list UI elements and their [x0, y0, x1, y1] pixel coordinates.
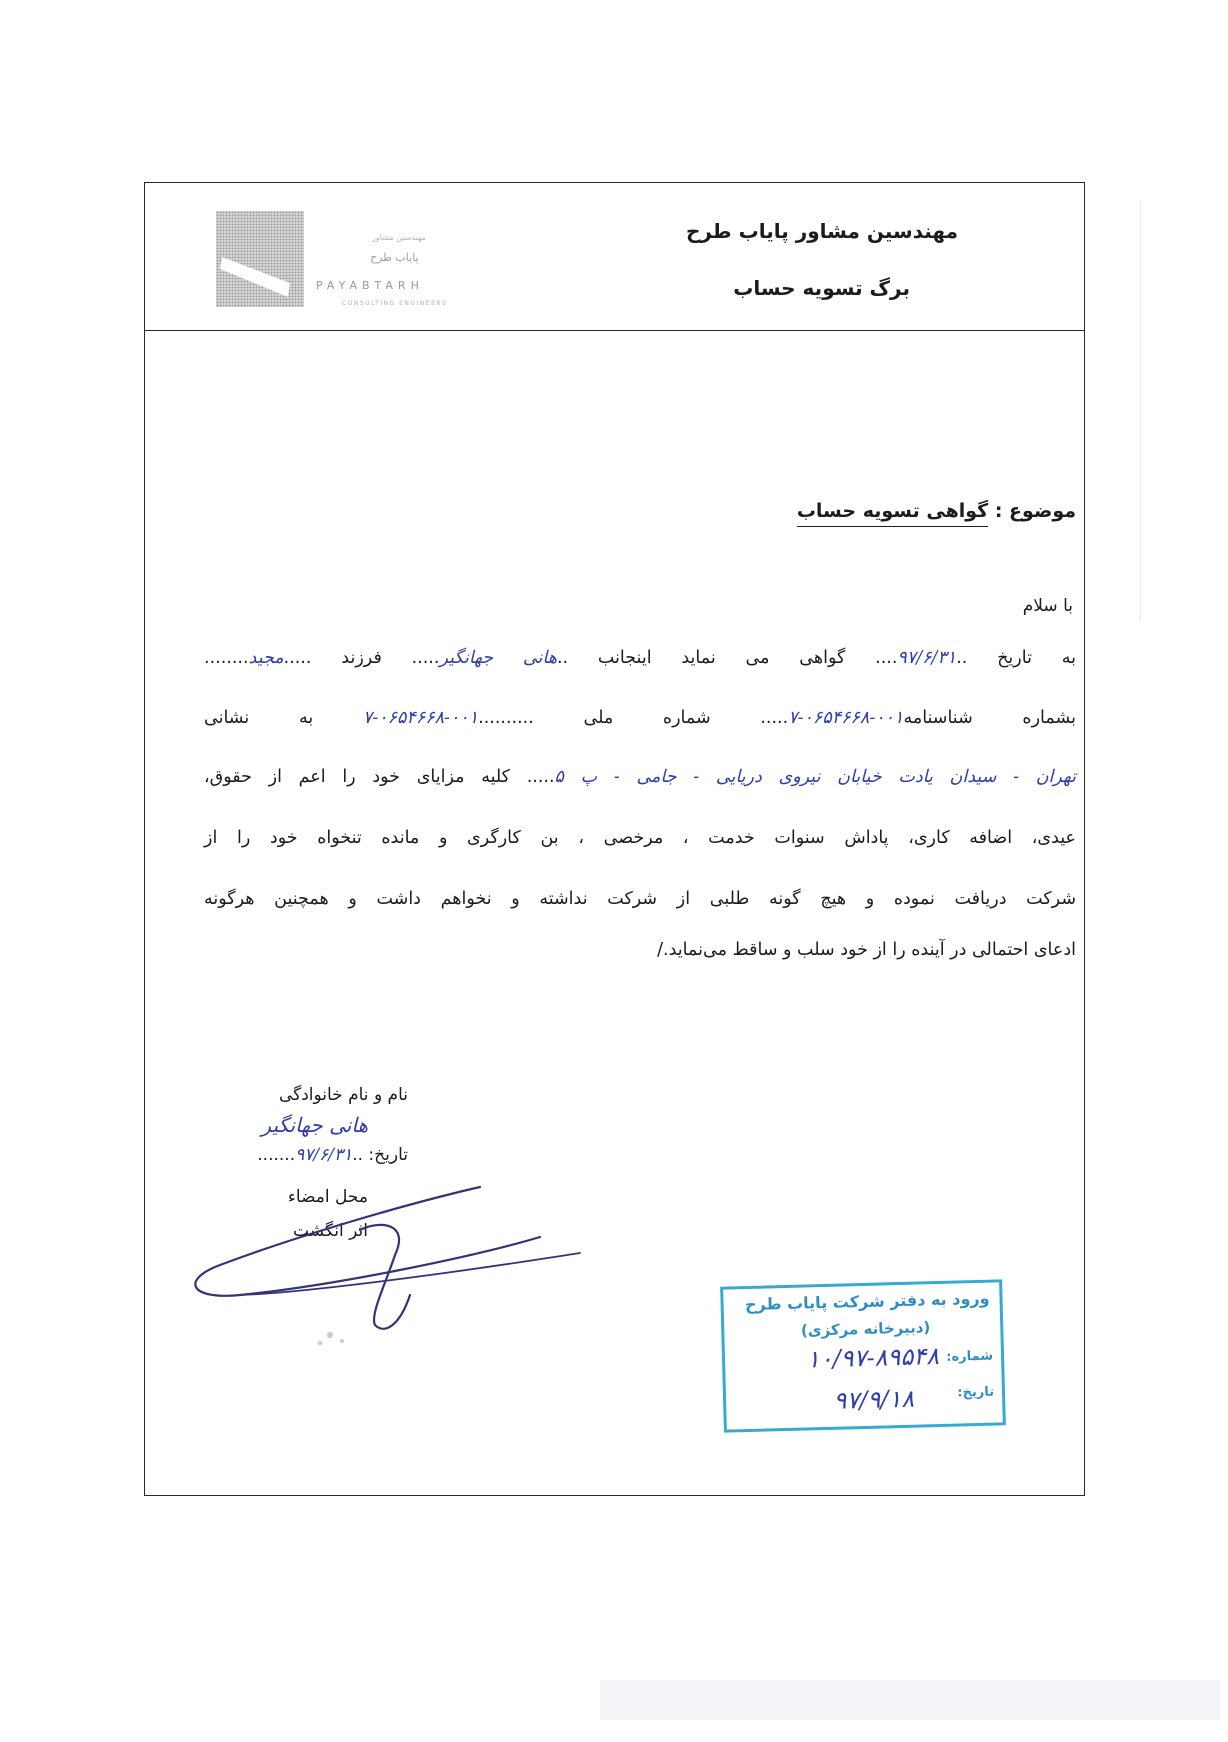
id-label: بشماره شناسنامه — [903, 708, 1076, 728]
dots: ..... — [526, 767, 555, 787]
dots: ....... — [257, 1145, 296, 1165]
signature-place-label: محل امضاء — [287, 1187, 368, 1207]
body-line-2 — [204, 708, 1076, 728]
form-title: برگ تسویه حساب — [733, 276, 910, 300]
greeting: با سلام — [1022, 596, 1073, 616]
dots: .. — [352, 1145, 364, 1165]
child-of-text: فرزند — [311, 648, 412, 668]
logo-persian-top: مهندسین مشاور — [372, 233, 426, 242]
dots: ..... — [283, 648, 312, 668]
stamp-number-label: شماره: — [946, 1348, 994, 1365]
dots: .... — [875, 648, 898, 668]
stamp-title: ورود به دفتر شرکت پایاب طرح — [744, 1288, 990, 1315]
name-label: نام و نام خانوادگی — [278, 1085, 408, 1105]
logo-latin-name: PAYABTARH — [316, 279, 424, 292]
stamp-subtitle: (دبیرخانه مرکزی) — [800, 1318, 931, 1340]
date-dots: .. — [956, 648, 968, 668]
handwritten-signer-name: هانی جهانگیر — [261, 1113, 368, 1137]
stamp-date-label: تاریخ: — [957, 1384, 995, 1401]
dots: ..... — [760, 708, 789, 728]
date-intro: به تاریخ — [967, 648, 1076, 668]
handwritten-national-id: ۰۰۱-۰۶۵۴۶۶۸-۷ — [362, 708, 479, 728]
subject-label: موضوع : — [988, 500, 1076, 522]
body-line-1 — [204, 648, 1076, 668]
logo-subline: CONSULTING ENGINEERS — [342, 300, 448, 307]
body-line-3 — [204, 767, 1076, 787]
benefits-text: کلیه مزایای خود را اعم از حقوق، — [204, 767, 527, 787]
signature-block — [257, 1085, 408, 1241]
body-line-6: ادعای احتمالی در آینده را از خود سلب و ساقط می‌نماید./ — [657, 940, 1076, 960]
signature-date-row — [257, 1145, 408, 1165]
fingerprint-label: اثر انگشت — [293, 1221, 368, 1241]
logo-mark-icon — [216, 211, 304, 307]
header-divider — [144, 330, 1085, 331]
company-name: مهندسین مشاور پایاب طرح — [685, 219, 958, 243]
subject-line — [797, 500, 1076, 522]
handwritten-father-name: مجید — [248, 648, 284, 668]
registry-stamp — [720, 1279, 1006, 1432]
body-line-4: عیدی، اضافه کاری، پاداش سنوات خدمت ، مرخصی ، بن کارگری و مانده تنخواه خود را از — [204, 828, 1076, 848]
address-label: به نشانی — [204, 708, 363, 728]
dots: ........ — [204, 648, 249, 668]
dots: .. — [556, 648, 569, 668]
stamp-date-value: ۹۷/۹/۱۸ — [833, 1384, 915, 1415]
company-logo — [216, 211, 466, 317]
national-id-label: شماره ملی — [533, 708, 761, 728]
subject-value: گواهی تسویه حساب — [797, 500, 988, 527]
dots: .......... — [478, 708, 534, 728]
stamp-number-value: ۱۰/۹۷-۸۹۵۴۸ — [806, 1342, 940, 1374]
body-line-5: شرکت دریافت نموده و هیچ گونه طلبی از شرکت نداشته و نخواهم داشت و همچنین هرگونه — [204, 889, 1076, 909]
handwritten-date: ۹۷/۶/۳۱ — [897, 648, 957, 668]
handwritten-name: هانی جهانگیر — [439, 648, 557, 668]
certify-text: گواهی می نماید اینجانب — [568, 648, 876, 668]
dots: ..... — [411, 648, 440, 668]
logo-persian-name: پایاب طرح — [370, 251, 419, 264]
handwritten-signature-date: ۹۷/۶/۳۱ — [295, 1145, 353, 1165]
handwritten-address: تهران - سیدان یادت خیابان نیروی دریایی - جامی - پ ۵ — [554, 767, 1076, 787]
handwritten-id-number: ۰۰۱-۰۶۵۴۶۶۸-۷ — [788, 708, 904, 728]
signature-date-label: تاریخ: — [363, 1145, 408, 1165]
scan-edge-mark — [600, 1680, 1220, 1720]
scan-edge-mark — [1140, 200, 1141, 620]
